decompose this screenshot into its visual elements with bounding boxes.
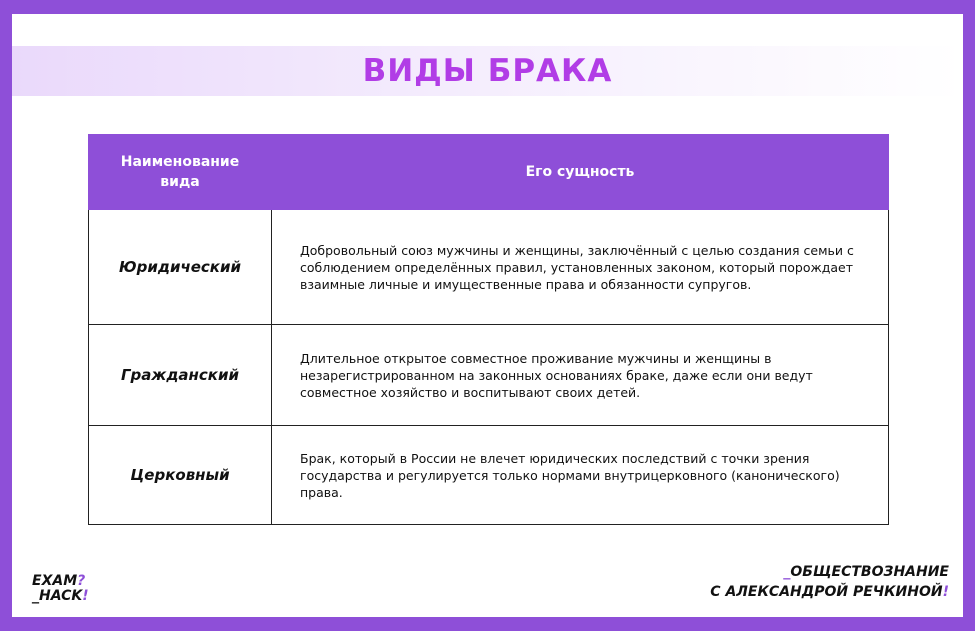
marriage-types-table <box>88 134 889 525</box>
row-description: Добровольный союз мужчины и женщины, заключённый с целью создания семьи с соблюдением определённых правил, установленных законом, который порождает взаимные личные и имущественные права и обязанности супругов. <box>272 210 889 325</box>
page-title: ВИДЫ БРАКА <box>362 53 613 89</box>
row-name: Церковный <box>89 426 272 525</box>
header-name: Наименование вида <box>89 135 272 210</box>
brand-mark: ! <box>942 584 949 600</box>
table-row <box>89 210 889 325</box>
row-description: Длительное открытое совместное проживание мужчины и женщины в незарегистрированном на законных основаниях браке, даже если они ведут совместное хозяйство и воспитывают своих детей. <box>272 325 889 426</box>
row-description: Брак, который в России не влечет юридических последствий с точки зрения государства и регулируется только нормами внутрицерковного (канонического) права. <box>272 426 889 525</box>
exam-hack-logo <box>32 574 89 604</box>
brand-teacher: С АЛЕКСАНДРОЙ РЕЧКИНОЙ <box>710 584 943 600</box>
row-name: Гражданский <box>89 325 272 426</box>
table-row <box>89 325 889 426</box>
table-row <box>89 426 889 525</box>
logo-line1: EXAM <box>32 573 78 589</box>
row-name: Юридический <box>89 210 272 325</box>
logo-mark-question: ? <box>77 573 86 589</box>
logo-mark-exclaim: ! <box>82 588 89 604</box>
logo-line2: _HACK <box>32 588 83 604</box>
table-header-row <box>89 135 889 210</box>
brand-subject: ОБЩЕСТВОЗНАНИЕ <box>790 564 949 580</box>
brand-prefix: _ <box>783 564 791 580</box>
course-brand <box>710 562 949 602</box>
header-essence: Его сущность <box>272 135 889 210</box>
slide <box>12 14 963 617</box>
